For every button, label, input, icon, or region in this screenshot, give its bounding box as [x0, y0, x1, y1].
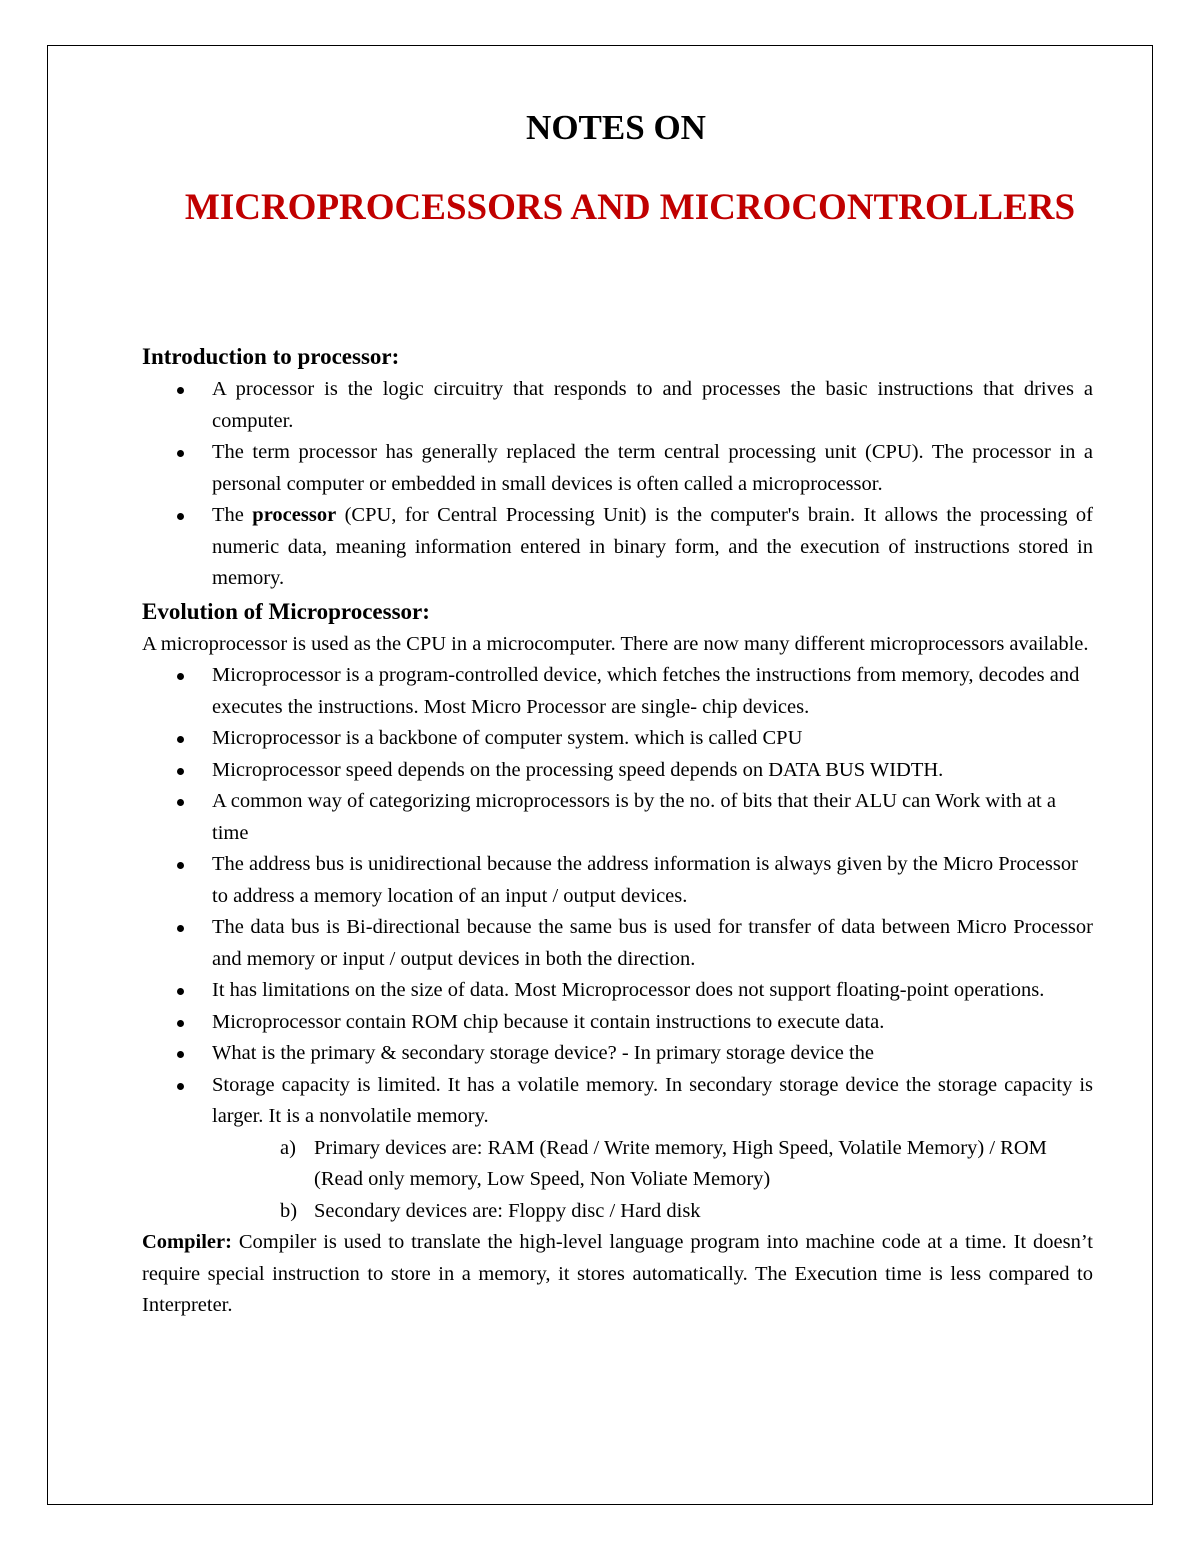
text-run: (CPU, for Central Processing Unit) is the computer's brain. It allows the processing of numeric data, meaning information entered in binary form, and the execution of instructions stored in memory. [212, 504, 1093, 589]
compiler-text: Compiler is used to translate the high-level language program into machine code at a time. It doesn’t require special instruction to store in a memory, it stores automatically. The Execution time is less compared to Interpreter. [142, 1231, 1093, 1316]
list-item: Storage capacity is limited. It has a volatile memory. In secondary storage device the storage capacity is larger. It is a nonvolatile memory. [142, 1070, 1093, 1133]
list-item: A processor is the logic circuitry that responds to and processes the basic instructions that drives a computer. [142, 374, 1093, 437]
list-item: What is the primary & secondary storage device? - In primary storage device the [142, 1038, 1093, 1070]
list-item: Microprocessor contain ROM chip because it contain instructions to execute data. [142, 1007, 1093, 1039]
compiler-label: Compiler: [142, 1231, 232, 1253]
heading-introduction: Introduction to processor: [142, 344, 400, 369]
list-item: It has limitations on the size of data. Most Microprocessor does not support floating-point operations. [142, 975, 1093, 1007]
sublist-marker: a) [280, 1136, 296, 1159]
sublist-text: Secondary devices are: Floppy disc / Hard disk [314, 1199, 701, 1222]
title-subject: MICROPROCESSORS AND MICROCONTROLLERS [184, 187, 1076, 228]
evolution-list [142, 660, 1093, 1133]
list-item: A common way of categorizing microprocessors is by the no. of bits that their ALU can Work with at a time [142, 786, 1093, 849]
list-item: Microprocessor speed depends on the processing speed depends on DATA BUS WIDTH. [142, 755, 1093, 787]
list-item: The data bus is Bi-directional because the same bus is used for transfer of data between Micro Processor and memory or input / output devices in both the direction. [142, 912, 1093, 975]
text-run: The [212, 504, 253, 526]
sublist-text: Primary devices are: RAM (Read / Write memory, High Speed, Volatile Memory) / ROM (Read only memory, Low Speed, Non Voliate Memory) [314, 1136, 1047, 1190]
evolution-paragraph: A microprocessor is used as the CPU in a microcomputer. There are now many different microprocessors available. [142, 632, 1089, 655]
sublist-marker: b) [280, 1199, 298, 1222]
compiler-paragraph [142, 1227, 1093, 1322]
list-item [142, 500, 1093, 595]
sublist-item [280, 1133, 1093, 1196]
title-notes-on: NOTES ON [526, 108, 706, 147]
list-item: The term processor has generally replaced the term central processing unit (CPU). The processor in a personal computer or embedded in small devices is often called a microprocessor. [142, 437, 1093, 500]
list-item: Microprocessor is a program-controlled device, which fetches the instructions from memory, decodes and executes the instructions. Most Micro Processor are single- chip devices. [142, 660, 1093, 723]
storage-sublist [142, 1133, 1093, 1228]
heading-evolution: Evolution of Microprocessor: [142, 598, 430, 624]
intro-list [142, 374, 1093, 595]
document-body [142, 340, 1093, 1322]
list-item: The address bus is unidirectional because the address information is always given by the Micro Processor to address a memory location of an input / output devices. [142, 849, 1093, 912]
sublist-item [280, 1196, 1093, 1228]
list-item: Microprocessor is a backbone of computer system. which is called CPU [142, 723, 1093, 755]
bold-term: processor [252, 504, 337, 526]
